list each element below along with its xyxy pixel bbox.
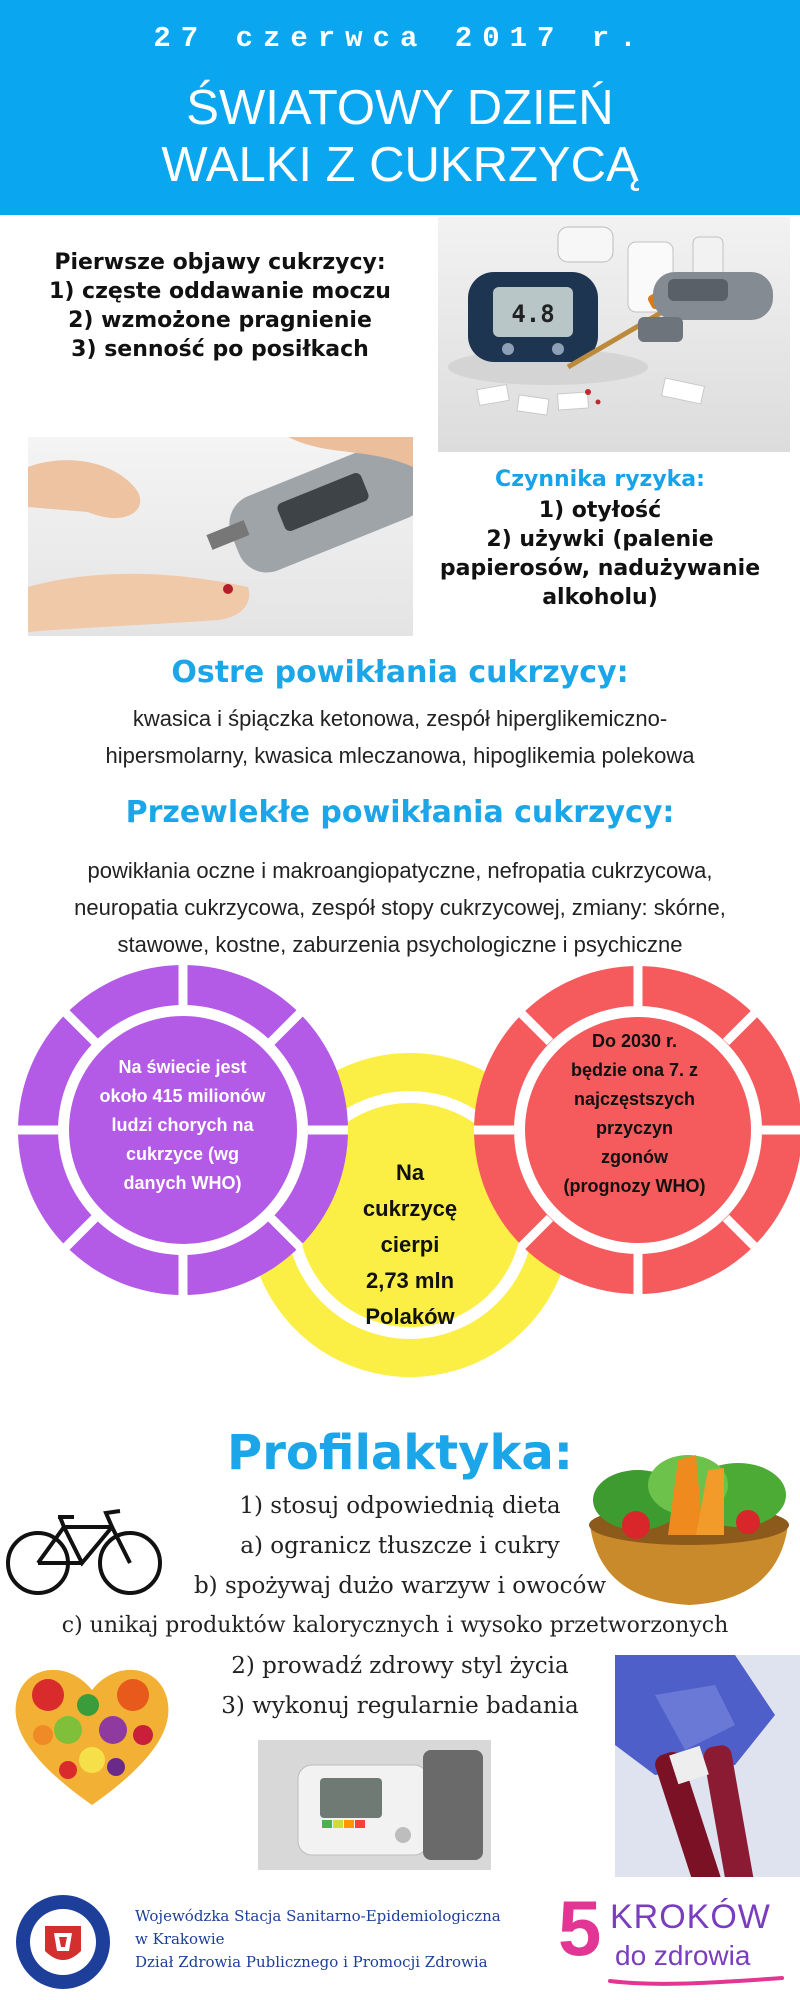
world-stat-line: Na świecie jest [118,1057,247,1077]
poland-stat-line: Polaków [365,1304,455,1329]
forecast-stat-line: Do 2030 r. [591,1031,678,1051]
prevention-item: 2) prowadź zdrowy styl życia [231,1653,569,1679]
organization-line: Wojewódzka Stacja Sanitarno-Epidemiologiczna [135,1907,501,1925]
poland-stat-line: cierpi [380,1232,440,1257]
world-statistic [95,1053,270,1198]
poland-stat-line: Na [395,1160,425,1185]
acute-line: kwasica i śpiączka ketonowa, zespół hiperglikemiczno- [132,706,668,731]
statistics-circles [0,965,800,1385]
world-stat-line: ludzi chorych na [111,1115,254,1135]
forecast-stat-line: najczęstszych [573,1089,696,1109]
world-stat-line: cukrzyce (wg [125,1144,240,1164]
prevention-item: a) ogranicz tłuszcze i cukry [240,1533,560,1559]
world-stat-line: danych WHO) [123,1173,242,1193]
risk-heading: Czynnika ryzyka: [495,467,705,492]
svg-text:4.8: 4.8 [511,300,555,328]
glucose-meter-photo [438,217,790,452]
poland-stat-line: 2,73 mln [365,1268,455,1293]
prevention-item: b) spożywaj dużo warzyw i owoców [193,1573,607,1599]
forecast-statistic [547,1027,722,1201]
chronic-line: powikłania oczne i makroangiopatyczne, nefropatia cukrzycowa, [87,858,713,883]
risk-list [420,496,780,612]
forecast-stat-line: przyczyn [595,1118,674,1138]
poland-statistic [340,1155,480,1335]
brand-logo-swoosh [558,1884,790,1988]
blood-pressure-monitor-photo [258,1740,491,1870]
acute-complications-text [30,700,770,774]
prevention-heading: Profilaktyka: [227,1425,573,1481]
risk-item: papierosów, nadużywanie [439,556,761,581]
symptoms-block [20,248,420,364]
world-stat-line: około 415 milionów [99,1086,266,1106]
symptom-item: 1) częste oddawanie moczu [49,279,391,304]
risk-item: 2) używki (palenie [486,527,714,552]
organization-info [135,1905,555,1974]
symptom-item: 2) wzmożone pragnienie [68,308,372,333]
risk-item: 1) otyłość [538,498,662,523]
blood-sample-photo [615,1655,800,1877]
brand-logo-number: 5 [558,1884,602,1972]
chronic-line: neuropatia cukrzycowa, zespół stopy cukrzycowej, zmiany: skórne, [74,895,726,920]
brand-logo-word: KROKÓW [610,1898,771,1936]
symptoms-heading: Pierwsze objawy cukrzycy: [54,250,386,275]
finger-test-photo [28,437,413,636]
sanitary-inspection-seal [14,1893,112,1991]
chronic-line: stawowe, kostne, zaburzenia psychologiczne i psychiczne [117,932,683,957]
chronic-complications-text [10,852,790,963]
forecast-stat-line: (prognozy WHO) [563,1176,706,1196]
organization-line: w Krakowie [135,1930,225,1948]
forecast-stat-line: będzie ona 7. z [570,1060,699,1080]
forecast-stat-line: zgonów [601,1147,668,1167]
prevention-item: c) unikaj produktów kalorycznych i wysoko przetworzonych [61,1613,729,1638]
poland-stat-line: cukrzycę [362,1196,458,1221]
acute-complications-heading: Ostre powikłania cukrzycy: [171,655,629,690]
event-date: 27 czerwca 2017 r. [153,22,647,55]
fruit-heart-image [8,1655,176,1810]
symptom-item: 3) senność po posiłkach [71,337,369,362]
acute-line: hipersmolarny, kwasica mleczanowa, hipoglikemia polekowa [105,743,695,768]
page-title-line2: WALKI Z CUKRZYCĄ [161,138,639,192]
brand-logo-tagline: do zdrowia [615,1940,751,1971]
risk-item: alkoholu) [542,585,658,610]
page-title-line1: ŚWIATOWY DZIEŃ [186,81,614,135]
prevention-item: 3) wykonuj regularnie badania [221,1693,579,1719]
organization-line: Dział Zdrowia Publicznego i Promocji Zdrowia [135,1953,488,1971]
chronic-complications-heading: Przewlekłe powikłania cukrzycy: [125,795,675,830]
prevention-item: 1) stosuj odpowiednią dieta [239,1493,561,1519]
